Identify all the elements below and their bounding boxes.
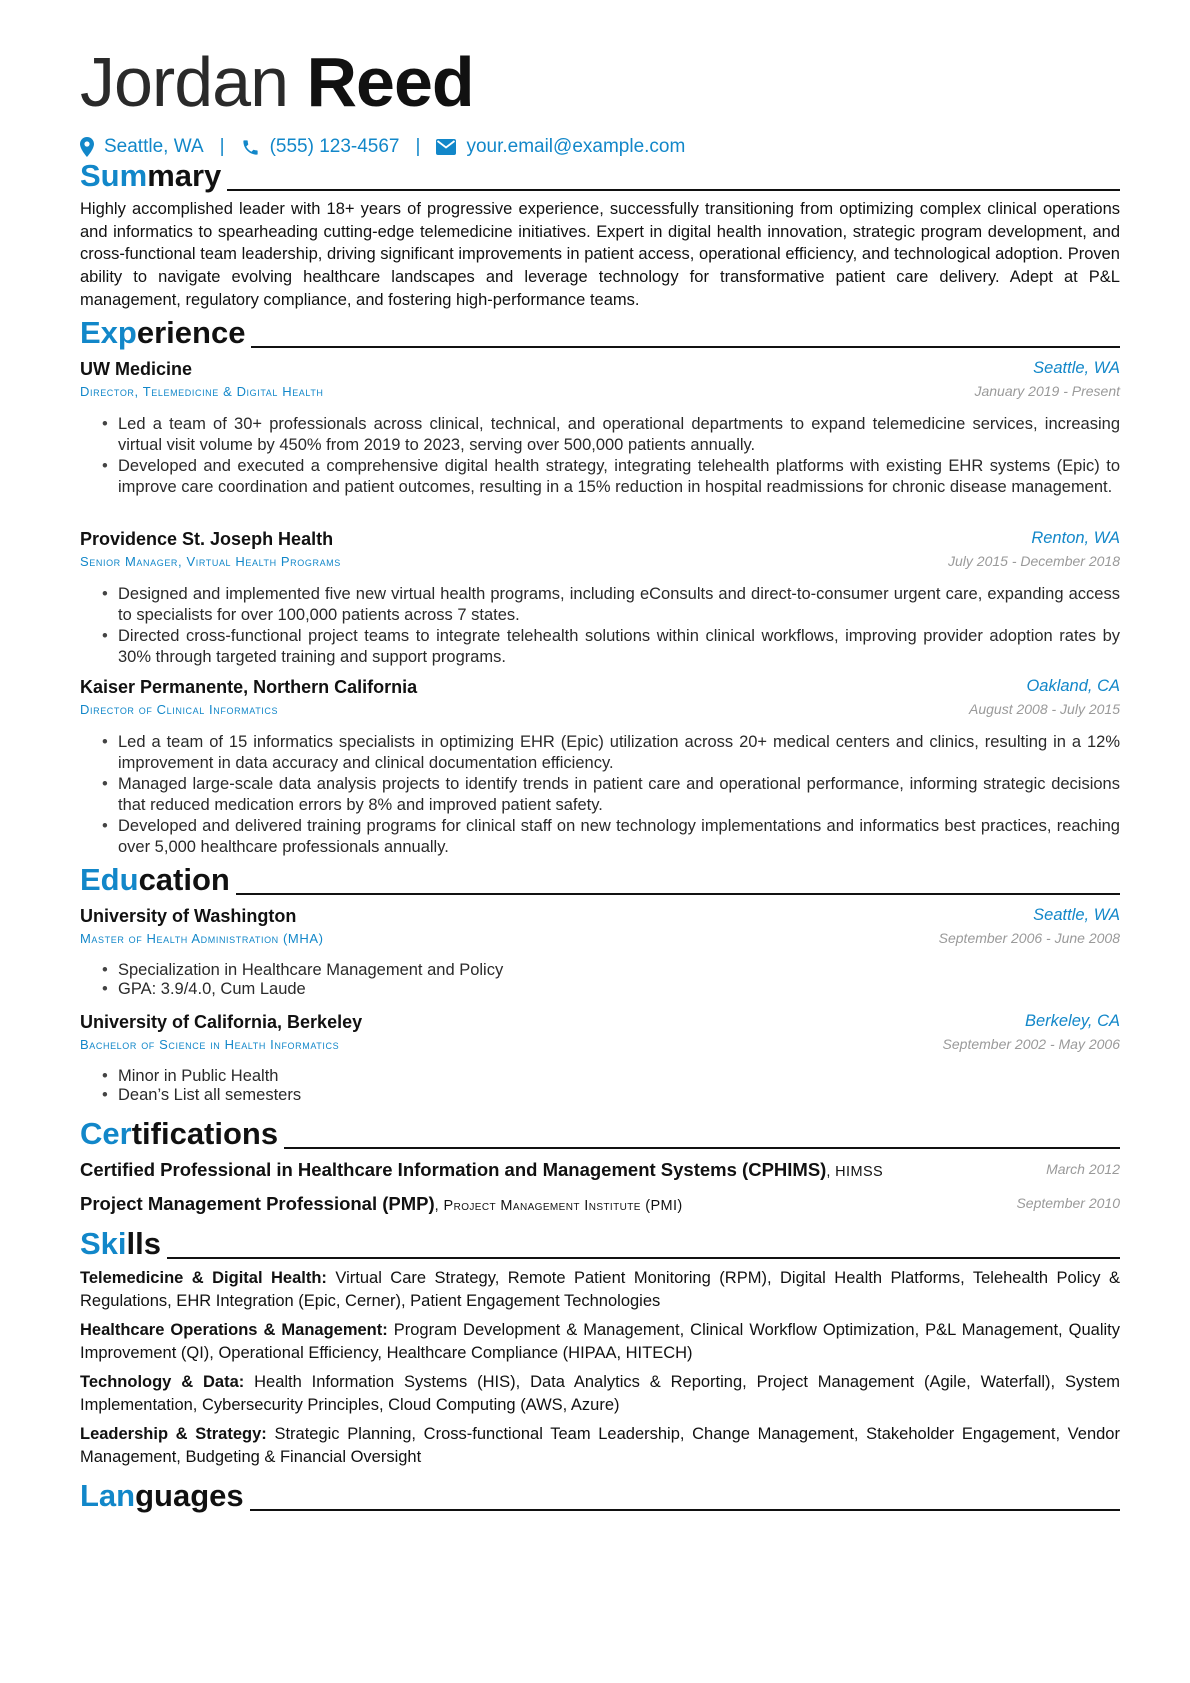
section-education [80, 861, 1120, 899]
certification-date: March 2012 [1046, 1161, 1120, 1177]
candidate-name [80, 42, 474, 122]
contact-phone[interactable] [241, 136, 400, 158]
skill-group [80, 1319, 1120, 1364]
employer-name: Kaiser Permanente, Northern California [80, 677, 418, 697]
employer-name: Providence St. Joseph Health [80, 529, 334, 549]
certification-item [80, 1193, 1120, 1217]
skill-list: Program Development & Management, Clinical Workflow Optimization, P&L Management, Quality Improvement (QI), Operational Efficiency, Healthcare Compliance (HIPAA, HITECH) [80, 1321, 1120, 1362]
entry-location: Seattle, WA [1033, 906, 1120, 924]
entry-date: July 2015 - December 2018 [948, 553, 1120, 569]
list-item: • Specialization in Healthcare Management and Policy [118, 961, 1120, 980]
skill-group [80, 1423, 1120, 1468]
school-name: University of California, Berkeley [80, 1012, 363, 1032]
school-name: University of Washington [80, 906, 297, 926]
section-rule [250, 1509, 1120, 1511]
skill-list: Virtual Care Strategy, Remote Patient Monitoring (RPM), Digital Health Platforms, Telehealth Policy & Regulations, EHR Integration (Epic, Cerner), Patient Engagement Technologies [80, 1269, 1120, 1310]
resume-page [80, 0, 1120, 1683]
section-experience [80, 314, 1120, 352]
skill-list: Strategic Planning, Cross-functional Team Leadership, Change Management, Stakeholder Engagement, Vendor Management, Budgeting & Financial Oversight [80, 1425, 1120, 1466]
section-certifications [80, 1115, 1120, 1153]
section-rule [284, 1147, 1120, 1149]
skill-list: Health Information Systems (HIS), Data Analytics & Reporting, Project Management (Agile, Waterfall), System Implementation, Cybersecurity Principles, Cloud Computing (AWS, Azure) [80, 1373, 1120, 1414]
degree-title: Bachelor of Science in Health Informatics [80, 1037, 340, 1052]
job-title: Senior Manager, Virtual Health Programs [80, 554, 341, 569]
section-title: Skills [80, 1226, 161, 1261]
entry-location: Berkeley, CA [1024, 1012, 1120, 1030]
section-rule [236, 893, 1120, 895]
list-item: • Directed cross-functional project teams to integrate telehealth solutions within clinical workflows, improving provider adoption rates by 30% through targeted training and support programs. [118, 626, 1120, 668]
list-item: • Managed large-scale data analysis projects to identify trends in patient care and operational performance, informing strategic decisions that reduced medication errors by 8% and improved patient safety. [118, 774, 1120, 816]
skill-category: Leadership & Strategy: [80, 1425, 267, 1443]
section-rule [251, 346, 1120, 348]
certification-title: Project Management Professional (PMP), Project Management Institute (PMI) [80, 1193, 683, 1214]
map-pin-icon [80, 137, 94, 157]
list-item: • Dean’s List all semesters [118, 1086, 1120, 1105]
separator: | [415, 136, 421, 157]
contact-location [80, 136, 204, 158]
section-skills [80, 1225, 1120, 1263]
section-rule [167, 1257, 1120, 1259]
list-item: • Minor in Public Health [118, 1067, 1120, 1086]
entry-date: September 2002 - May 2006 [942, 1036, 1120, 1052]
entry-bullets [118, 961, 1120, 998]
section-rule [227, 189, 1120, 191]
skill-group [80, 1371, 1120, 1416]
phone-text: (555) 123-4567 [269, 136, 400, 157]
entry-bullets [118, 414, 1120, 498]
section-title: Experience [80, 315, 246, 350]
job-title: Director, Telemedicine & Digital Health [80, 384, 324, 399]
entry-location: Oakland, CA [1026, 677, 1120, 695]
skill-category: Healthcare Operations & Management: [80, 1321, 388, 1339]
list-item: • Led a team of 30+ professionals across clinical, technical, and operational departments to expand telemedicine services, increasing virtual visit volume by 450% from 2019 to 2023, serving over 500,000 patients annually. [118, 414, 1120, 456]
list-item: • Developed and executed a comprehensive digital health strategy, integrating telehealth platforms with existing EHR systems (Epic) to improve care coordination and patient outcomes, resulting in a 15% reduction in hospital readmissions for chronic disease management. [118, 456, 1120, 498]
list-item: • Designed and implemented five new virtual health programs, including eConsults and direct-to-consumer urgent care, expanding access to specialists for over 100,000 patients across 7 states. [118, 584, 1120, 626]
entry-date: August 2008 - July 2015 [969, 701, 1120, 717]
entry-bullets [118, 584, 1120, 668]
degree-title: Master of Health Administration (MHA) [80, 931, 324, 946]
section-summary [80, 157, 1120, 195]
summary-text: Highly accomplished leader with 18+ years of progressive experience, successfully transitioning from optimizing complex clinical operations and informatics to spearheading cutting-edge telemedicine initiatives. Expert in digital health innovation, strategic program development, and cross-functional team leadership, driving significant improvements in patient access, operational efficiency, and technological adoption. Proven ability to navigate evolving healthcare landscapes and leverage technology for transformative patient care delivery. Adept at P&L management, regulatory compliance, and fostering high-performance teams. [80, 200, 1120, 309]
section-title: Certifications [80, 1116, 279, 1151]
certification-issuer: , HIMSS [826, 1164, 884, 1180]
entry-date: September 2006 - June 2008 [938, 930, 1120, 946]
phone-icon [241, 138, 260, 157]
skill-group [80, 1267, 1120, 1312]
section-languages [80, 1477, 1120, 1515]
employer-name: UW Medicine [80, 359, 193, 379]
section-title: Education [80, 862, 230, 897]
list-item: • GPA: 3.9/4.0, Cum Laude [118, 980, 1120, 999]
entry-date: January 2019 - Present [974, 383, 1120, 399]
first-name: Jordan [80, 43, 289, 121]
last-name: Reed [306, 43, 474, 121]
envelope-icon [436, 139, 456, 155]
entry-location: Seattle, WA [1033, 359, 1120, 377]
certification-date: September 2010 [1016, 1195, 1120, 1211]
section-title: Summary [80, 158, 222, 193]
section-title: Languages [80, 1478, 244, 1513]
certification-issuer: , Project Management Institute (PMI) [434, 1198, 683, 1214]
contact-email[interactable] [436, 136, 685, 158]
certification-item [80, 1159, 1120, 1183]
entry-bullets [118, 1067, 1120, 1104]
email-text: your.email@example.com [466, 136, 686, 157]
skill-category: Technology & Data: [80, 1373, 245, 1391]
separator: | [219, 136, 225, 157]
entry-bullets [118, 732, 1120, 858]
skill-category: Telemedicine & Digital Health: [80, 1269, 327, 1287]
job-title: Director of Clinical Informatics [80, 702, 279, 717]
certification-title: Certified Professional in Healthcare Information and Management Systems (CPHIMS), HIMSS [80, 1159, 884, 1180]
location-text: Seattle, WA [104, 136, 204, 157]
entry-location: Renton, WA [1031, 529, 1120, 547]
list-item: • Developed and delivered training programs for clinical staff on new technology implementations and informatics best practices, reaching over 5,000 healthcare professionals annually. [118, 816, 1120, 858]
list-item: • Led a team of 15 informatics specialists in optimizing EHR (Epic) utilization across 20+ medical centers and clinics, resulting in a 12% improvement in data accuracy and clinical documentation efficiency. [118, 732, 1120, 774]
